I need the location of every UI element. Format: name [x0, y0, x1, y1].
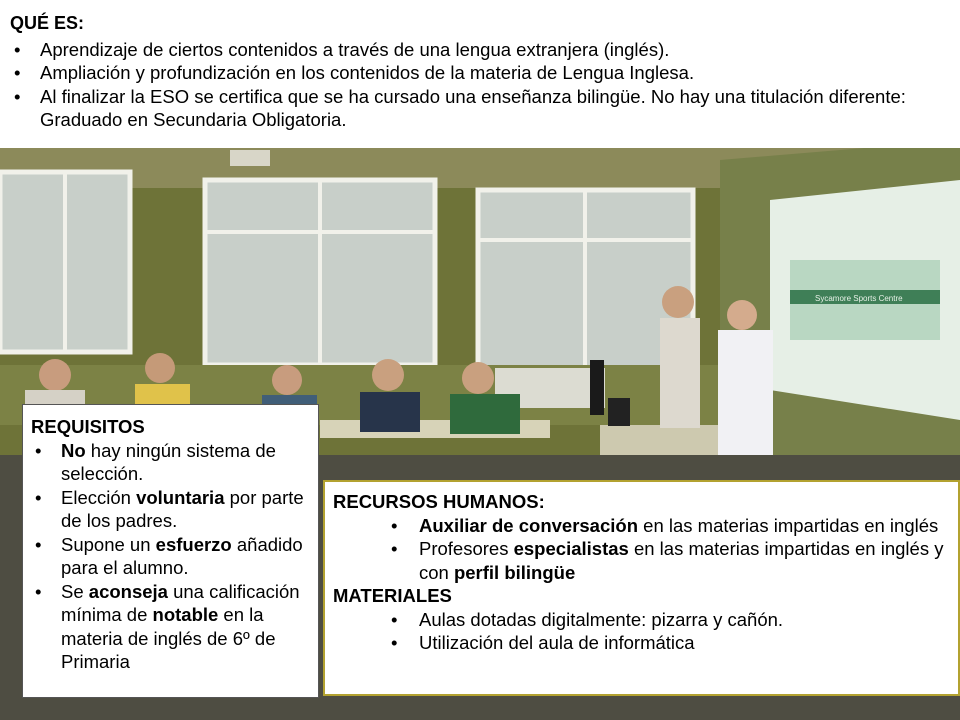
list-item: • Utilización del aula de informática	[391, 632, 695, 653]
list-item: • Profesores especialistas en las materias impartidas en inglés y con perfil bilingüe	[391, 538, 944, 583]
bullet: •	[391, 514, 398, 536]
recursos-panel	[323, 480, 960, 696]
requisitos-heading: REQUISITOS	[31, 416, 145, 437]
list-item: • Auxiliar de conversación en las materias impartidas en inglés	[391, 514, 939, 536]
list-item: • Aulas dotadas digitalmente: pizarra y cañón.	[391, 608, 784, 630]
bullet: •	[14, 62, 21, 83]
list-item: • Supone un esfuerzo añadido para el alumno.	[35, 533, 303, 578]
screen-caption: Sycamore Sports Centre	[815, 294, 903, 303]
list-item: • No hay ningún sistema de selección.	[35, 439, 276, 484]
bullet: •	[14, 38, 21, 60]
bullet: •	[35, 533, 42, 555]
list-item: • Ampliación y profundización en los contenidos de la materia de Lengua Inglesa.	[14, 62, 695, 83]
recursos-list	[389, 514, 950, 585]
projector	[230, 150, 270, 166]
requisitos-list	[31, 439, 310, 674]
list-item: • Se aconseja una calificación mínima de notable en la materia de inglés de 6º de Primaria	[35, 580, 300, 672]
requisitos-panel	[22, 404, 319, 698]
windows	[0, 172, 693, 370]
que-es-list	[10, 38, 950, 132]
bullet: •	[35, 580, 42, 602]
que-es-heading: QUÉ ES:	[10, 13, 85, 33]
list-item: • Aprendizaje de ciertos contenidos a través de una lengua extranjera (inglés).	[14, 38, 670, 60]
bullet: •	[14, 85, 21, 107]
que-es-panel	[0, 0, 960, 148]
recursos-heading: RECURSOS HUMANOS:	[333, 491, 545, 512]
bullet: •	[391, 538, 398, 559]
materiales-heading: MATERIALES	[333, 585, 452, 606]
bullet: •	[391, 608, 398, 630]
list-item: • Al finalizar la ESO se certifica que se ha cursado una enseñanza bilingüe. No hay una titulación diferente: Graduado en Secundaria Obligatoria.	[14, 85, 906, 130]
list-item: • Elección voluntaria por parte de los padres.	[35, 486, 304, 531]
materiales-list	[389, 608, 950, 655]
bullet: •	[35, 486, 42, 508]
bullet: •	[391, 632, 398, 653]
bullet: •	[35, 439, 42, 461]
